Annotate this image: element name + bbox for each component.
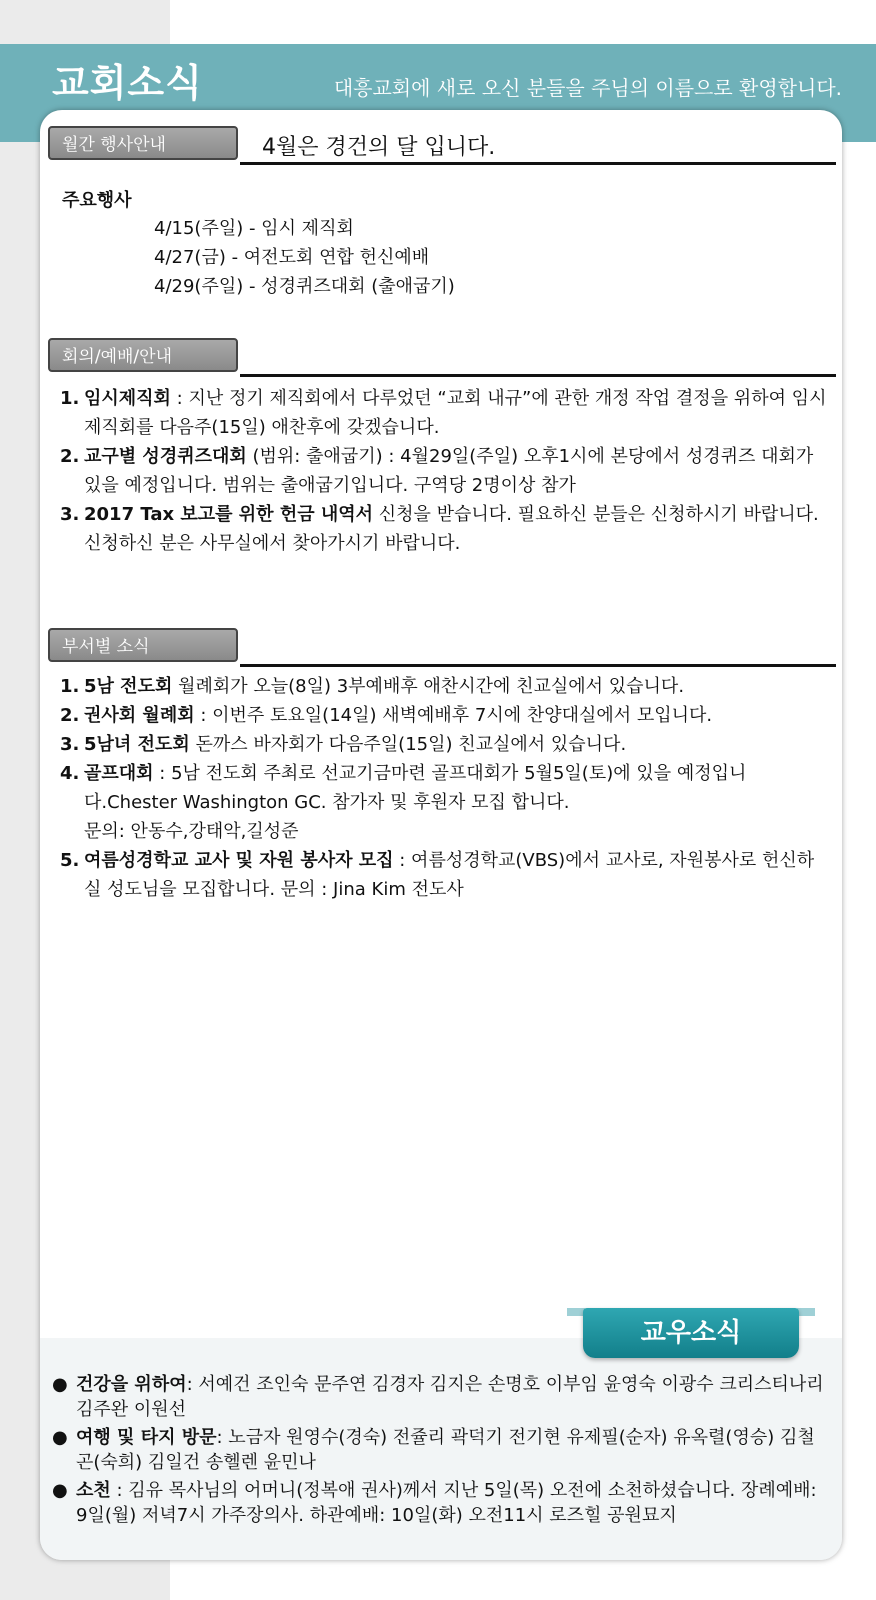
department-item	[60, 759, 830, 846]
ribbon-edge	[797, 1308, 815, 1316]
alumni-title: 여행 및 타지 방문	[76, 1427, 217, 1448]
alumni-text: : 노금자 원영수(경숙) 전쥴리 곽덕기 전기현 유제필(순자) 유옥렬(영승) 김철곤(숙희) 김일건 송헬렌 윤민나	[76, 1427, 815, 1473]
notices-tab: 회의/예배/안내	[48, 338, 238, 372]
monthly-events-tab: 월간 행사안내	[48, 126, 238, 160]
department-item	[60, 730, 830, 759]
item-number: 4.	[60, 763, 80, 784]
notices-list	[60, 384, 830, 558]
alumni-item	[52, 1425, 832, 1475]
department-title: 권사회 월례회	[84, 705, 195, 726]
alumni-title: 소천	[76, 1480, 111, 1501]
item-number: 3.	[60, 734, 80, 755]
item-number: 5.	[60, 850, 80, 871]
department-contact: 문의: 안동수,강태악,길성준	[84, 821, 299, 842]
department-item	[60, 672, 830, 701]
department-text: 돈까스 바자회가 다음주일(15일) 친교실에서 있습니다.	[189, 734, 627, 755]
notice-title: 임시제직회	[84, 388, 171, 409]
notice-title: 2017 Tax 보고를 위한 헌금 내역서	[84, 504, 374, 525]
alumni-item	[52, 1372, 832, 1422]
section-divider	[240, 374, 836, 377]
department-text: : 이번주 토요일(14일) 새벽예배후 7시에 찬양대실에서 모입니다.	[194, 705, 713, 726]
department-title: 골프대회	[84, 763, 154, 784]
bullet-icon: ●	[52, 1374, 68, 1395]
department-item	[60, 701, 830, 730]
notice-item	[60, 384, 830, 442]
page-title: 교회소식	[52, 61, 203, 105]
event-item: 4/27(금) - 여전도회 연합 헌신예배	[154, 247, 430, 268]
monthly-headline: 4월은 경건의 달 입니다.	[262, 135, 496, 160]
department-text: : 5남 전도회 주최로 선교기금마련 골프대회가 5월5일(토)에 있을 예정입니다.Chester Washington GC. 참가자 및 후원자 모집 합니다.	[84, 763, 747, 813]
events-list	[154, 214, 455, 301]
alumni-news-list	[52, 1372, 832, 1531]
event-item: 4/15(주일) - 임시 제직회	[154, 218, 354, 239]
department-news-tab: 부서별 소식	[48, 628, 238, 662]
notice-text: (범위: 출애굽기) : 4월29일(주일) 오후1시에 본당에서 성경퀴즈 대회가 있을 예정입니다. 범위는 출애굽기입니다. 구역당 2명이상 참가	[84, 446, 814, 496]
welcome-message: 대흥교회에 새로 오신 분들을 주님의 이름으로 환영합니다.	[333, 76, 842, 100]
department-title: 여름성경학교 교사 및 자원 봉사자 모집	[84, 850, 394, 871]
bullet-icon: ●	[52, 1427, 68, 1448]
item-number: 2.	[60, 705, 80, 726]
section-divider	[240, 664, 836, 667]
department-text: 월례회가 오늘(8일) 3부예배후 애찬시간에 친교실에서 있습니다.	[172, 676, 685, 697]
department-title: 5남 전도회	[84, 676, 173, 697]
notice-item	[60, 500, 830, 558]
notice-text: 신청을 받습니다. 필요하신 분들은 신청하시기 바랍니다. 신청하신 분은 사무실에서 찾아가시기 바랍니다.	[84, 504, 819, 554]
department-title: 5남녀 전도회	[84, 734, 190, 755]
department-text: : 여름성경학교(VBS)에서 교사로, 자원봉사로 헌신하실 성도님을 모집합니다. 문의 : Jina Kim 전도사	[84, 850, 815, 900]
event-item: 4/29(주일) - 성경퀴즈대회 (출애굽기)	[154, 276, 455, 297]
department-news-list	[60, 672, 830, 904]
events-heading: 주요행사	[62, 190, 132, 211]
notice-item	[60, 442, 830, 500]
section-divider	[240, 162, 836, 165]
item-number: 3.	[60, 504, 80, 525]
bulletin-card	[40, 110, 842, 1560]
department-item	[60, 846, 830, 904]
alumni-news-ribbon: 교우소식	[583, 1308, 799, 1358]
item-number: 2.	[60, 446, 80, 467]
notice-title: 교구별 성경퀴즈대회	[84, 446, 247, 467]
alumni-text: : 김유 목사님의 어머니(정복애 권사)께서 지난 5일(목) 오전에 소천하셨습니다. 장례예배: 9일(월) 저녁7시 가주장의사. 하관예배: 10일(화) 오전11시 로즈힐 공원묘지	[76, 1480, 817, 1526]
alumni-title: 건강을 위하여	[76, 1374, 187, 1395]
item-number: 1.	[60, 388, 80, 409]
notice-text: : 지난 정기 제직회에서 다루었던 “교회 내규”에 관한 개정 작업 결정을 위하여 임시 제직회를 다음주(15일) 애찬후에 갖겠습니다.	[84, 388, 827, 438]
alumni-item	[52, 1478, 832, 1528]
item-number: 1.	[60, 676, 80, 697]
alumni-text: : 서예건 조인숙 문주연 김경자 김지은 손명호 이부임 윤영숙 이광수 크리스티나리 김주완 이원선	[76, 1374, 824, 1420]
bullet-icon: ●	[52, 1480, 68, 1501]
